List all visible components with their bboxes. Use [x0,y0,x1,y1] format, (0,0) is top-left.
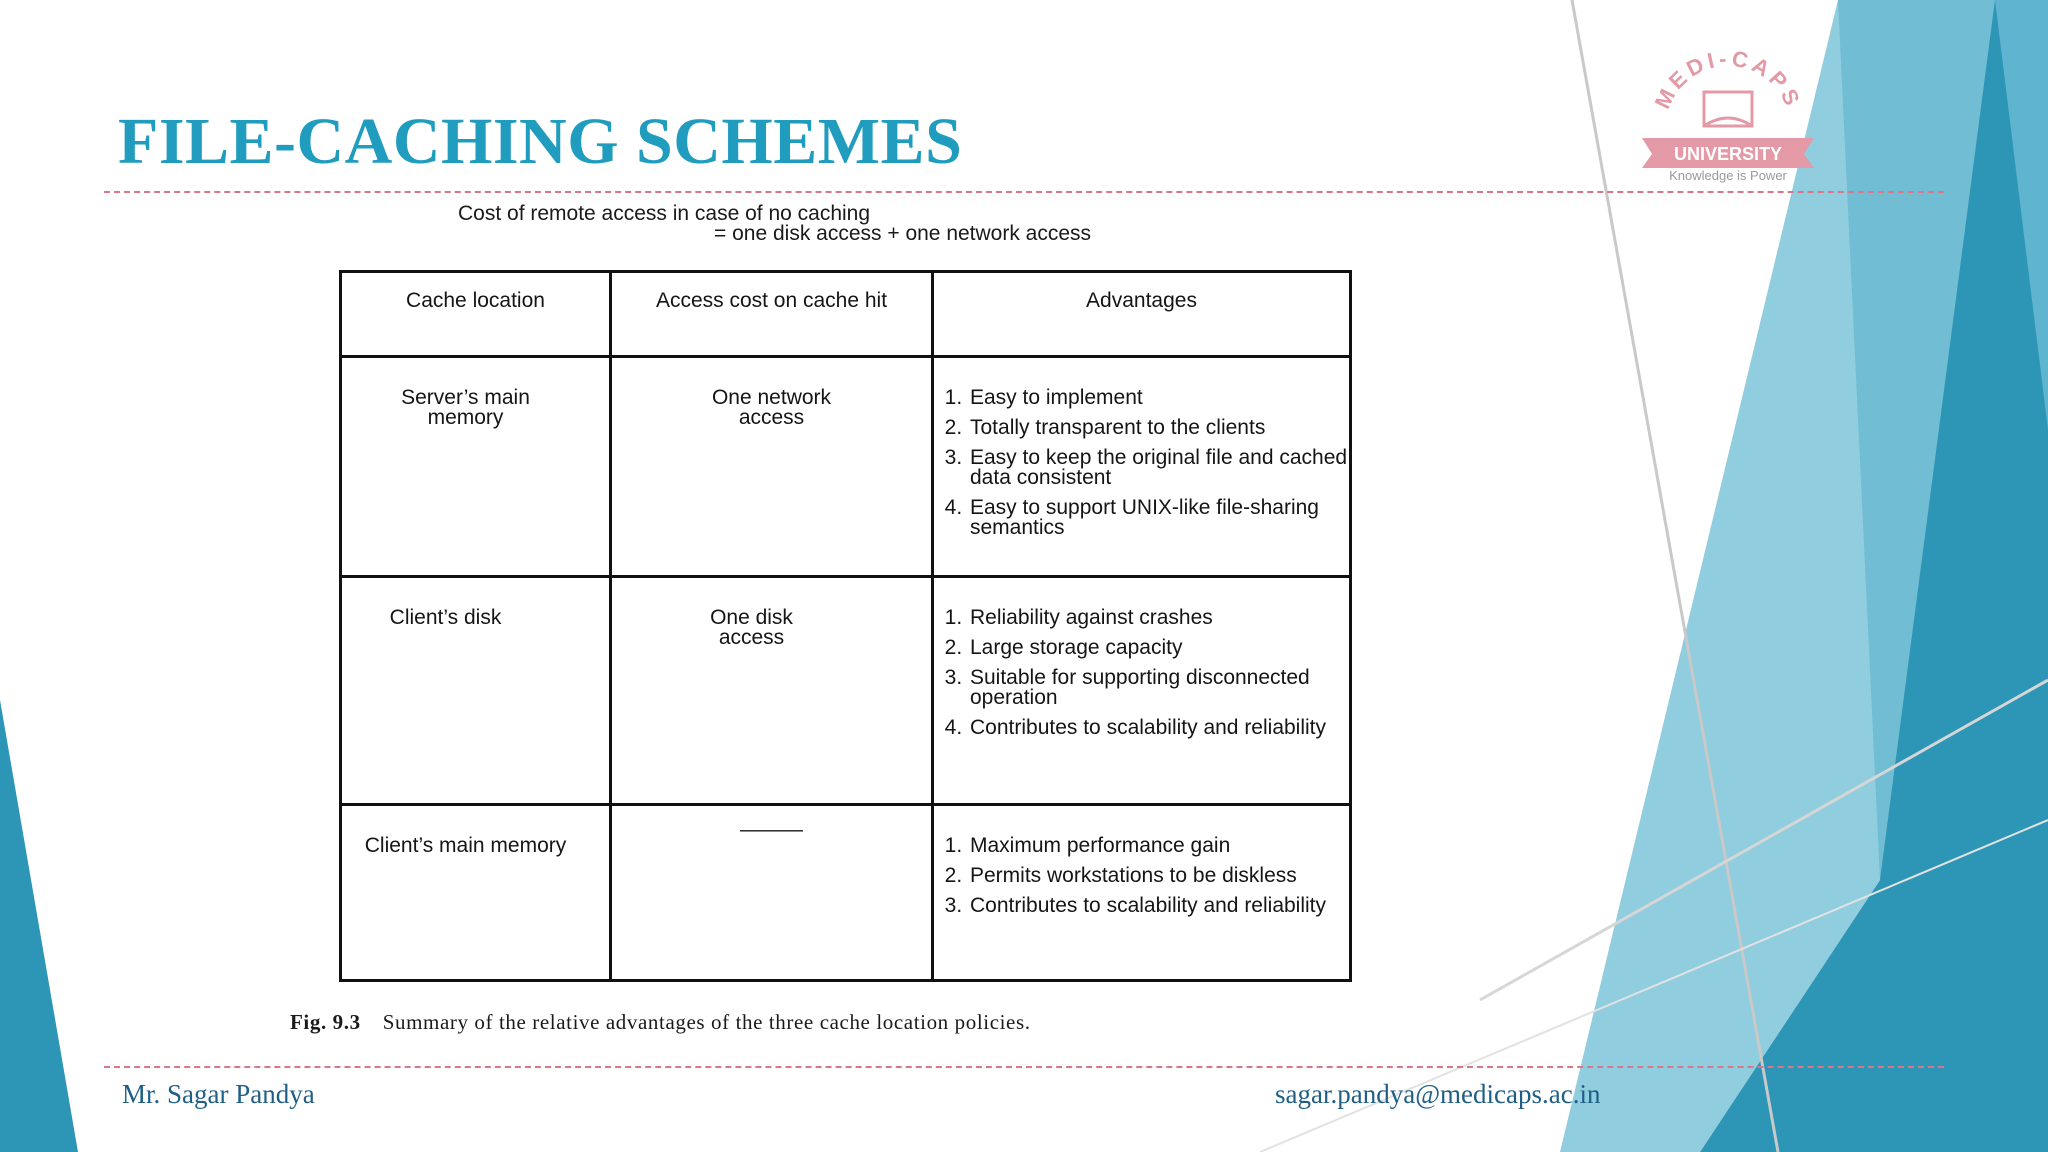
advantages-cell [933,577,1351,805]
logo-arc-text: MEDI-CAPS [1649,45,1807,113]
medicaps-logo [1618,30,1838,190]
table-row [341,577,1351,805]
column-header: Cache location [341,272,611,357]
cache-location-cell: Server’s main memory [341,357,611,577]
table-row [341,357,1351,577]
advantage-item: 3. Contributes to scalability and reliability [968,896,1349,916]
slide-title: FILE-CACHING SCHEMES [118,105,963,178]
figure-caption-text: Summary of the relative advantages of the three cache location policies. [382,1010,1031,1034]
advantage-item: 1. Easy to implement [968,388,1349,408]
access-cost-cell: ——— [611,805,933,981]
cache-location-cell: Client’s disk [341,577,611,805]
figure-heading-line2: = one disk access + one network access [714,222,1092,245]
table-header-row [341,272,1351,357]
advantage-item: 3. Easy to keep the original file and cached data consistent [968,448,1349,488]
footer-author: Mr. Sagar Pandya [122,1079,315,1109]
column-header: Access cost on cache hit [611,272,933,357]
advantages-cell [933,357,1351,577]
logo-tagline: Knowledge is Power [1669,168,1787,183]
figure-caption-label: Fig. 9.3 [290,1010,361,1034]
advantage-item: 2. Totally transparent to the clients [968,418,1349,438]
figure-caption [290,1010,1031,1035]
advantage-item: 1. Reliability against crashes [968,608,1349,628]
access-cost-cell: One disk access [611,577,933,805]
top-divider [104,191,1944,193]
cache-location-cell: Client’s main memory [341,805,611,981]
advantage-item: 4. Easy to support UNIX-like file-sharing semantics [968,498,1349,538]
advantages-cell [933,805,1351,981]
figure-heading-line1: Cost of remote access in case of no caching [458,202,871,225]
table-row [341,805,1351,981]
svg-text:MEDI-CAPS [1650,46,1807,113]
access-cost-cell: One network access [611,357,933,577]
figure-heading [458,204,1091,244]
advantage-item: 4. Contributes to scalability and reliability [968,718,1349,738]
advantage-item: 1. Maximum performance gain [968,836,1349,856]
footer-email: sagar.pandya@medicaps.ac.in [1275,1079,1601,1109]
column-header: Advantages [933,272,1351,357]
logo-ribbon-text: UNIVERSITY [1673,144,1783,164]
advantage-item: 2. Permits workstations to be diskless [968,866,1349,886]
bottom-divider [104,1066,1944,1068]
advantage-item: 2. Large storage capacity [968,638,1349,658]
advantage-item: 3. Suitable for supporting disconnected operation [968,668,1349,708]
cache-location-table [339,270,1352,982]
